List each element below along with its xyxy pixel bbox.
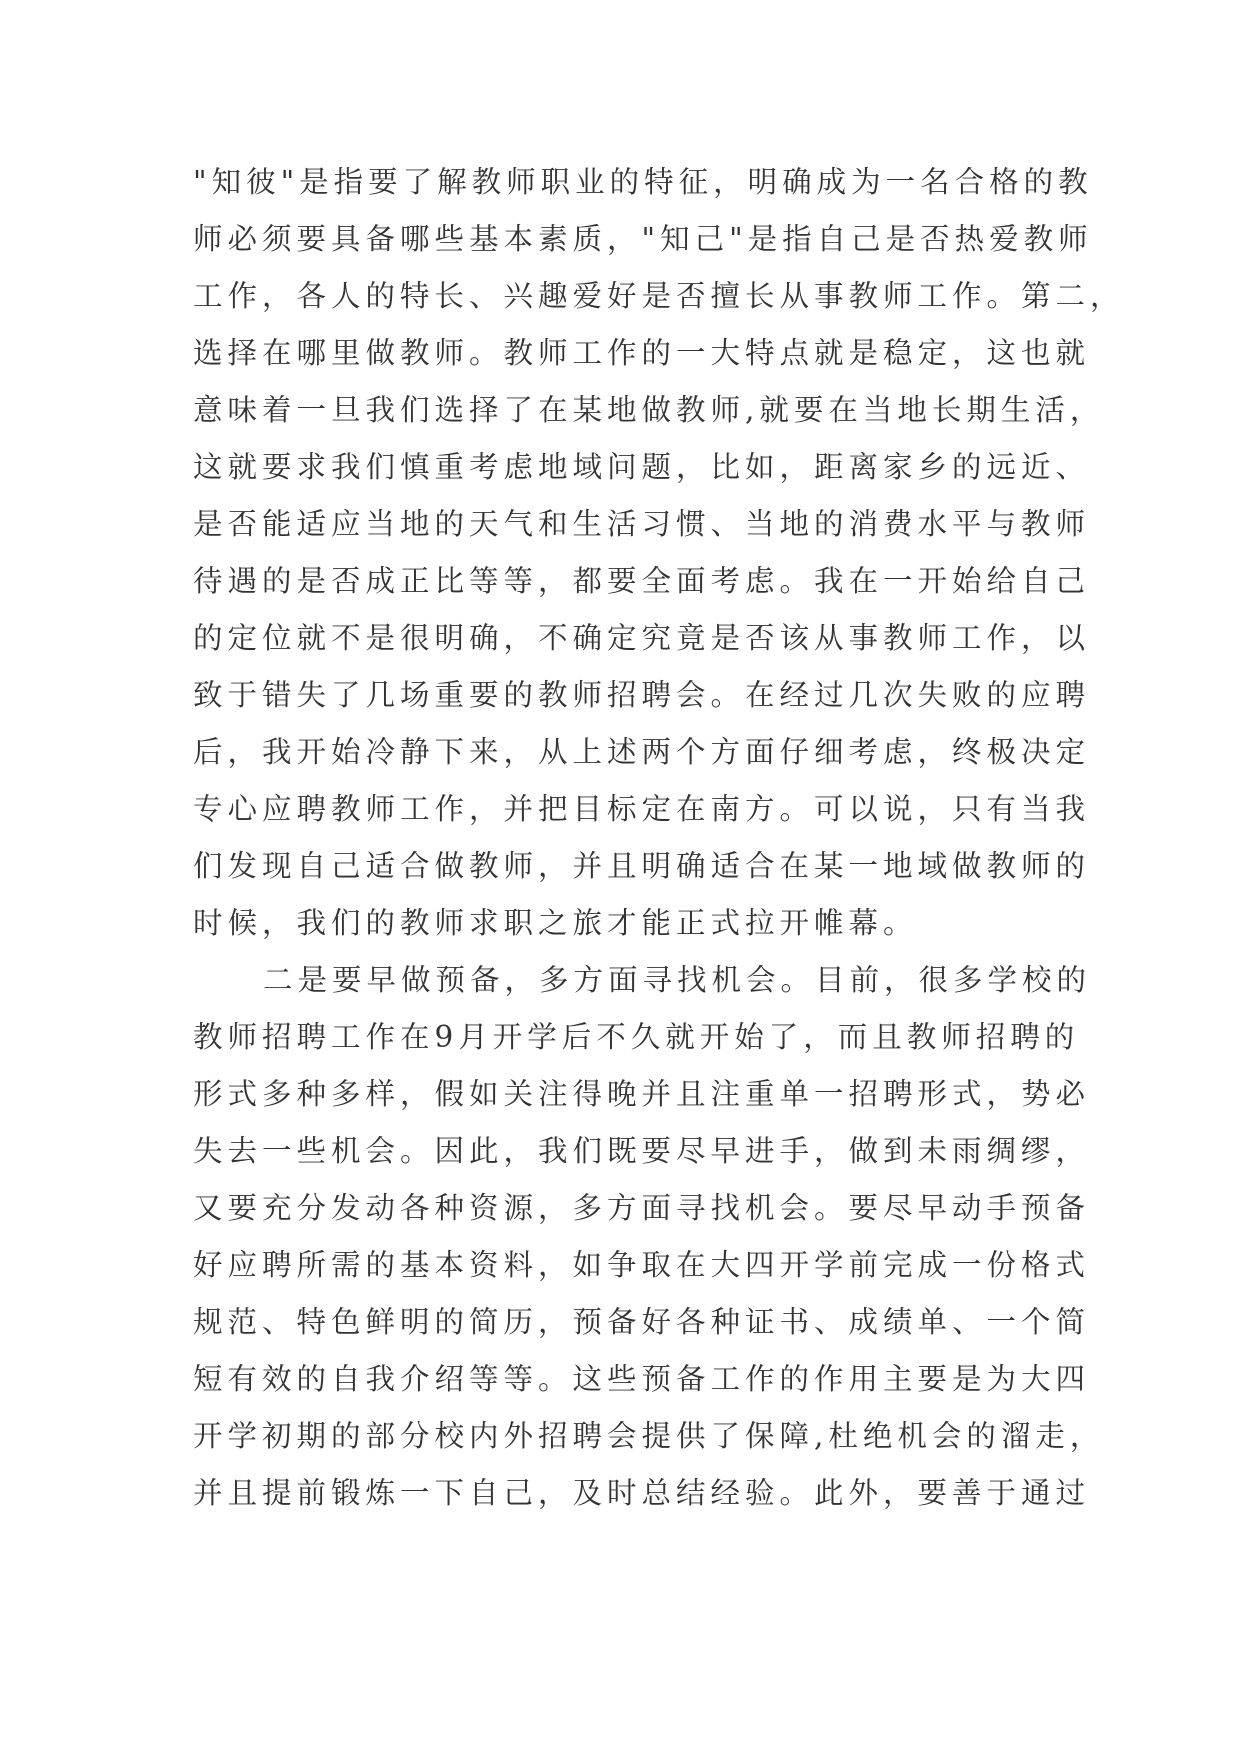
text-line: 工作，各人的特长、兴趣爱好是否擅长从事教师工作。第二， xyxy=(193,279,1125,313)
text-line: 后，我开始冷静下来，从上述两个方面仔细考虑，终极决定 xyxy=(193,735,1091,769)
text-line: 又要充分发动各种资源，多方面寻找机会。要尽早动手预备 xyxy=(193,1191,1091,1225)
text-line: 们发现自己适合做教师，并且明确适合在某一地域做教师的 xyxy=(193,849,1091,883)
paragraph-1 xyxy=(193,154,1125,952)
text-line: 教师招聘工作在9月开学后不久就开始了，而且教师招聘的 xyxy=(193,1020,1080,1054)
text-line: 并且提前锻炼一下自己，及时总结经验。此外，要善于通过 xyxy=(193,1476,1091,1510)
text-line: 好应聘所需的基本资料，如争取在大四开学前完成一份格式 xyxy=(193,1248,1091,1282)
text-line: 意味着一旦我们选择了在某地做教师,就要在当地长期生活， xyxy=(193,393,1105,427)
text-line: 开学初期的部分校内外招聘会提供了保障,杜绝机会的溜走， xyxy=(193,1419,1105,1453)
text-line: 形式多种多样，假如关注得晚并且注重单一招聘形式，势必 xyxy=(193,1077,1091,1111)
text-line: 短有效的自我介绍等等。这些预备工作的作用主要是为大四 xyxy=(193,1362,1091,1396)
body-text xyxy=(193,154,1125,1522)
text-line: "知彼"是指要了解教师职业的特征，明确成为一名合格的教 xyxy=(193,165,1093,199)
text-line: 师必须要具备哪些基本素质，"知己"是指自己是否热爱教师 xyxy=(193,222,1093,256)
text-line: 这就要求我们慎重考虑地域问题，比如，距离家乡的远近、 xyxy=(193,450,1091,484)
text-line: 时候，我们的教师求职之旅才能正式拉开帷幕。 xyxy=(193,906,918,940)
text-line: 失去一些机会。因此，我们既要尽早进手，做到未雨绸缪， xyxy=(193,1134,1091,1168)
text-line: 选择在哪里做教师。教师工作的一大特点就是稳定，这也就 xyxy=(193,336,1091,370)
text-line: 的定位就不是很明确，不确定究竟是否该从事教师工作，以 xyxy=(193,621,1091,655)
text-line: 是否能适应当地的天气和生活习惯、当地的消费水平与教师 xyxy=(193,507,1091,541)
text-line: 二是要早做预备，多方面寻找机会。目前，很多学校的 xyxy=(263,963,1092,997)
paragraph-2 xyxy=(193,952,1105,1522)
text-line: 规范、特色鲜明的简历，预备好各种证书、成绩单、一个简 xyxy=(193,1305,1091,1339)
text-line: 待遇的是否成正比等等，都要全面考虑。我在一开始给自己 xyxy=(193,564,1091,598)
text-line: 致于错失了几场重要的教师招聘会。在经过几次失败的应聘 xyxy=(193,678,1091,712)
text-line: 专心应聘教师工作，并把目标定在南方。可以说，只有当我 xyxy=(193,792,1091,826)
